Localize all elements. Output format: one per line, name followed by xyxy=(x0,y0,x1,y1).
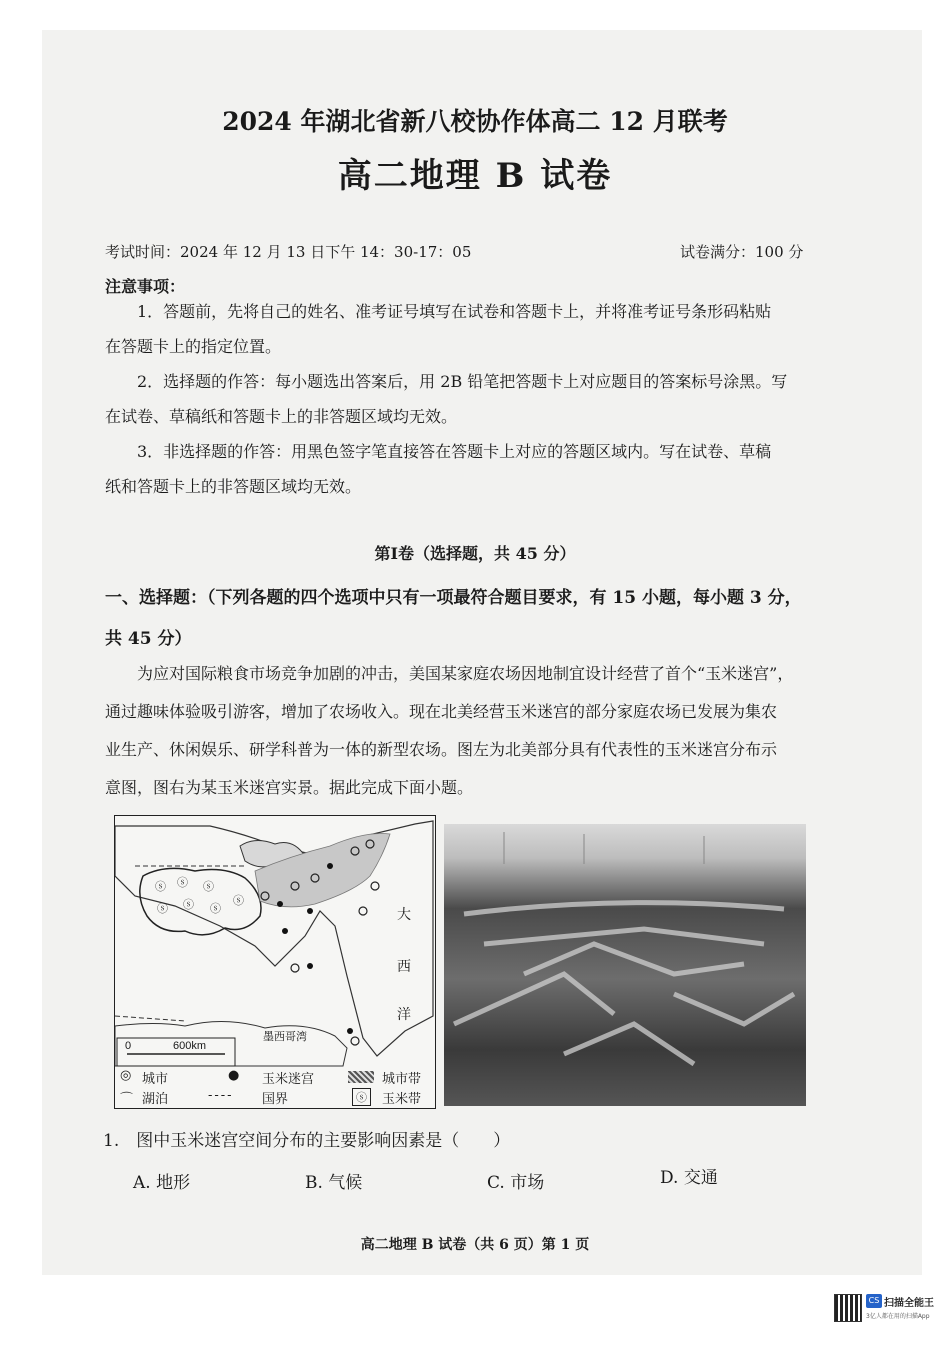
notice-item-3: 3．非选择题的作答：用黑色签字笔直接答在答题卡上对应的答题区域内。写在试卷、草稿 xyxy=(137,442,772,461)
svg-text:ⓢ: ⓢ xyxy=(183,898,194,911)
corn-belt-symbols xyxy=(155,876,244,915)
scale-zero: 0 xyxy=(125,1040,132,1052)
svg-text:ⓢ: ⓢ xyxy=(233,894,244,907)
city-legend-icon: ◎ xyxy=(120,1068,132,1083)
notice-item-1: 1．答题前，先将自己的姓名、准考证号填写在试卷和答题卡上，并将准考证号条形码粘贴 xyxy=(137,302,772,321)
passage-line-4: 意图，图右为某玉米迷宫实景。据此完成下面小题。 xyxy=(105,778,474,797)
option-c[interactable]: C. 市场 xyxy=(487,1173,545,1193)
passage xyxy=(105,655,825,807)
svg-text:ⓢ: ⓢ xyxy=(203,880,214,893)
option-a[interactable]: A. 地形 xyxy=(133,1173,191,1193)
corn-maze-paths xyxy=(444,824,806,1106)
legend-corn-belt: 玉米带 xyxy=(382,1092,422,1107)
label-atlantic-3: 洋 xyxy=(397,1007,411,1023)
exam-time: 考试时间：2024 年 12 月 13 日下午 14：30-17：05 xyxy=(105,243,472,261)
exam-title: 2024 年湖北省新八校协作体高二 12 月联考 xyxy=(222,107,728,136)
page-footer: 高二地理 B 试卷（共 6 页）第 1 页 xyxy=(360,1237,590,1253)
svg-text:ⓢ: ⓢ xyxy=(177,876,188,889)
scanner-logo-icon: CS xyxy=(866,1294,882,1308)
section-heading: 一、选择题：（下列各题的四个选项中只有一项最符合题目要求，有 15 小题，每小题 3 分， xyxy=(105,588,802,608)
passage-line-1: 为应对国际粮食市场竞争加剧的冲击，美国某家庭农场因地制宜设计经营了首个“玉米迷宫”， xyxy=(137,664,794,683)
section-heading-cont: 共 45 分） xyxy=(105,629,192,649)
svg-text:ⓢ: ⓢ xyxy=(157,902,168,915)
part1-title: 第Ⅰ卷（选择题，共 45 分） xyxy=(374,544,576,563)
border-legend-icon: ---- xyxy=(208,1088,234,1103)
legend-city-belt: 城市带 xyxy=(382,1072,422,1087)
notice-item-1-cont: 在答题卡上的指定位置。 xyxy=(105,337,282,356)
notice-heading: 注意事项： xyxy=(105,277,186,296)
svg-text:ⓢ: ⓢ xyxy=(155,880,166,893)
passage-line-2: 通过趣味体验吸引游客，增加了农场收入。现在北美经营玉米迷宫的部分家庭农场已发展为集农 xyxy=(105,702,778,721)
map-legend xyxy=(120,1068,440,1108)
notice-list xyxy=(105,294,825,504)
exam-subtitle: 高二地理 B 试卷 xyxy=(337,156,613,196)
maze-legend-icon: ● xyxy=(228,1068,240,1083)
label-gulf: 墨西哥湾 xyxy=(263,1030,307,1043)
legend-lake: 湖泊 xyxy=(142,1092,169,1107)
city-belt-legend-icon xyxy=(348,1071,374,1083)
scale-distance: 600km xyxy=(173,1040,207,1052)
watermark-brand: 扫描全能王 xyxy=(884,1298,934,1309)
label-atlantic-1: 大 xyxy=(397,907,411,923)
option-b[interactable]: B. 气候 xyxy=(305,1173,363,1193)
legend-border: 国界 xyxy=(262,1092,289,1107)
passage-line-3: 业生产、休闲娱乐、研学科普为一体的新型农场。图左为北美部分具有代表性的玉米迷宫分布示 xyxy=(105,740,778,759)
legend-maze: 玉米迷宫 xyxy=(262,1072,315,1087)
watermark-tagline: 3亿人都在用的扫描App xyxy=(866,1313,930,1320)
corn-maze-photo xyxy=(444,824,806,1106)
country-border-south xyxy=(115,1016,185,1021)
map-drawing xyxy=(115,816,435,1108)
corn-belt-legend-icon: ⓢ xyxy=(352,1088,371,1106)
notice-item-2-cont: 在试卷、草稿纸和答题卡上的非答题区域均无效。 xyxy=(105,407,458,426)
label-atlantic-2: 西 xyxy=(397,959,411,975)
svg-text:ⓢ: ⓢ xyxy=(210,902,221,915)
question-1-stem: 1. 图中玉米迷宫空间分布的主要影响因素是（ ） xyxy=(103,1131,511,1151)
notice-item-3-cont: 纸和答题卡上的非答题区域均无效。 xyxy=(105,477,362,496)
qr-code-icon xyxy=(834,1294,862,1322)
legend-city: 城市 xyxy=(142,1072,169,1087)
option-d[interactable]: D. 交通 xyxy=(660,1168,718,1188)
corn-maze-map xyxy=(114,815,436,1109)
notice-item-2: 2．选择题的作答：每小题选出答案后，用 2B 铅笔把答题卡上对应题目的答案标号涂黑。写 xyxy=(137,372,788,391)
lake-legend-icon: ⌒ xyxy=(120,1092,134,1107)
full-score: 试卷满分：100 分 xyxy=(680,243,804,261)
